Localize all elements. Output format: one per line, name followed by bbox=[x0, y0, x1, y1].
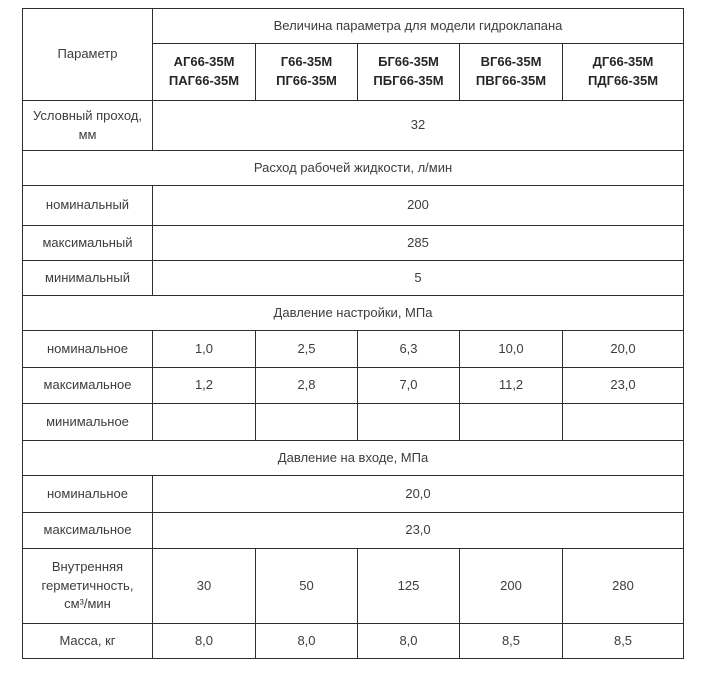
table-row bbox=[23, 513, 684, 549]
section-title: Расход рабочей жидкости, л/мин bbox=[23, 151, 684, 186]
table-row bbox=[23, 331, 684, 368]
row-label: максимальное bbox=[23, 513, 153, 549]
value-cell bbox=[563, 404, 684, 441]
value-cell: 125 bbox=[358, 549, 460, 624]
model-name: АГ66-35М bbox=[173, 54, 235, 70]
model-header-cell bbox=[256, 44, 358, 101]
value-cell: 6,3 bbox=[358, 331, 460, 368]
model-header-cell bbox=[563, 44, 684, 101]
table-row bbox=[23, 186, 684, 226]
row-value: 285 bbox=[153, 226, 684, 261]
value-cell: 23,0 bbox=[563, 368, 684, 404]
value-cell: 280 bbox=[563, 549, 684, 624]
value-cell bbox=[153, 404, 256, 441]
value-cell: 1,0 bbox=[153, 331, 256, 368]
row-value: 5 bbox=[153, 261, 684, 296]
table-row bbox=[23, 549, 684, 624]
value-cell: 8,5 bbox=[563, 624, 684, 659]
table-row bbox=[23, 624, 684, 659]
row-label: минимальный bbox=[23, 261, 153, 296]
value-cell: 11,2 bbox=[460, 368, 563, 404]
model-name: ВГ66-35М bbox=[480, 54, 542, 70]
param-header-cell: Параметр bbox=[23, 9, 153, 101]
value-cell: 8,5 bbox=[460, 624, 563, 659]
row-value: 200 bbox=[153, 186, 684, 226]
value-cell: 8,0 bbox=[358, 624, 460, 659]
model-header-cell bbox=[153, 44, 256, 101]
table-row bbox=[23, 368, 684, 404]
value-cell: 8,0 bbox=[153, 624, 256, 659]
table-row bbox=[23, 226, 684, 261]
row-label: номинальное bbox=[23, 331, 153, 368]
row-value: 23,0 bbox=[153, 513, 684, 549]
row-label: Внутренняя герметичность, см³/мин bbox=[23, 549, 153, 624]
row-value: 32 bbox=[153, 101, 684, 151]
section-row bbox=[23, 296, 684, 331]
table-row bbox=[23, 476, 684, 513]
model-name: ПАГ66-35М bbox=[168, 73, 240, 88]
value-cell: 1,2 bbox=[153, 368, 256, 404]
section-row bbox=[23, 441, 684, 476]
row-label: Масса, кг bbox=[23, 624, 153, 659]
model-name: ПДГ66-35М bbox=[587, 73, 659, 88]
value-cell: 50 bbox=[256, 549, 358, 624]
table-row bbox=[23, 101, 684, 151]
section-row bbox=[23, 151, 684, 186]
value-cell: 30 bbox=[153, 549, 256, 624]
value-cell bbox=[460, 404, 563, 441]
header-row-1 bbox=[23, 9, 684, 44]
value-cell bbox=[358, 404, 460, 441]
value-group-header-cell: Величина параметра для модели гидроклапана bbox=[153, 9, 684, 44]
row-label: максимальный bbox=[23, 226, 153, 261]
row-label: минимальное bbox=[23, 404, 153, 441]
model-name: Г66-35М bbox=[280, 54, 333, 70]
hydrovalve-spec-table bbox=[22, 8, 684, 659]
model-name: ПВГ66-35М bbox=[475, 73, 547, 88]
value-cell: 2,5 bbox=[256, 331, 358, 368]
model-name: ПГ66-35М bbox=[276, 73, 337, 88]
value-cell: 20,0 bbox=[563, 331, 684, 368]
model-name: ПБГ66-35М bbox=[373, 73, 444, 88]
value-cell: 10,0 bbox=[460, 331, 563, 368]
section-title: Давление на входе, МПа bbox=[23, 441, 684, 476]
value-cell bbox=[256, 404, 358, 441]
model-header-cell bbox=[460, 44, 563, 101]
value-cell: 8,0 bbox=[256, 624, 358, 659]
model-name: БГ66-35М bbox=[378, 54, 439, 70]
row-label: Условный проход, мм bbox=[23, 101, 153, 151]
row-label: номинальное bbox=[23, 476, 153, 513]
model-name: ДГ66-35М bbox=[592, 54, 654, 70]
row-label: номинальный bbox=[23, 186, 153, 226]
table-row bbox=[23, 261, 684, 296]
section-title: Давление настройки, МПа bbox=[23, 296, 684, 331]
value-cell: 200 bbox=[460, 549, 563, 624]
value-cell: 2,8 bbox=[256, 368, 358, 404]
table-row bbox=[23, 404, 684, 441]
row-label: максимальное bbox=[23, 368, 153, 404]
value-cell: 7,0 bbox=[358, 368, 460, 404]
model-header-cell bbox=[358, 44, 460, 101]
row-value: 20,0 bbox=[153, 476, 684, 513]
